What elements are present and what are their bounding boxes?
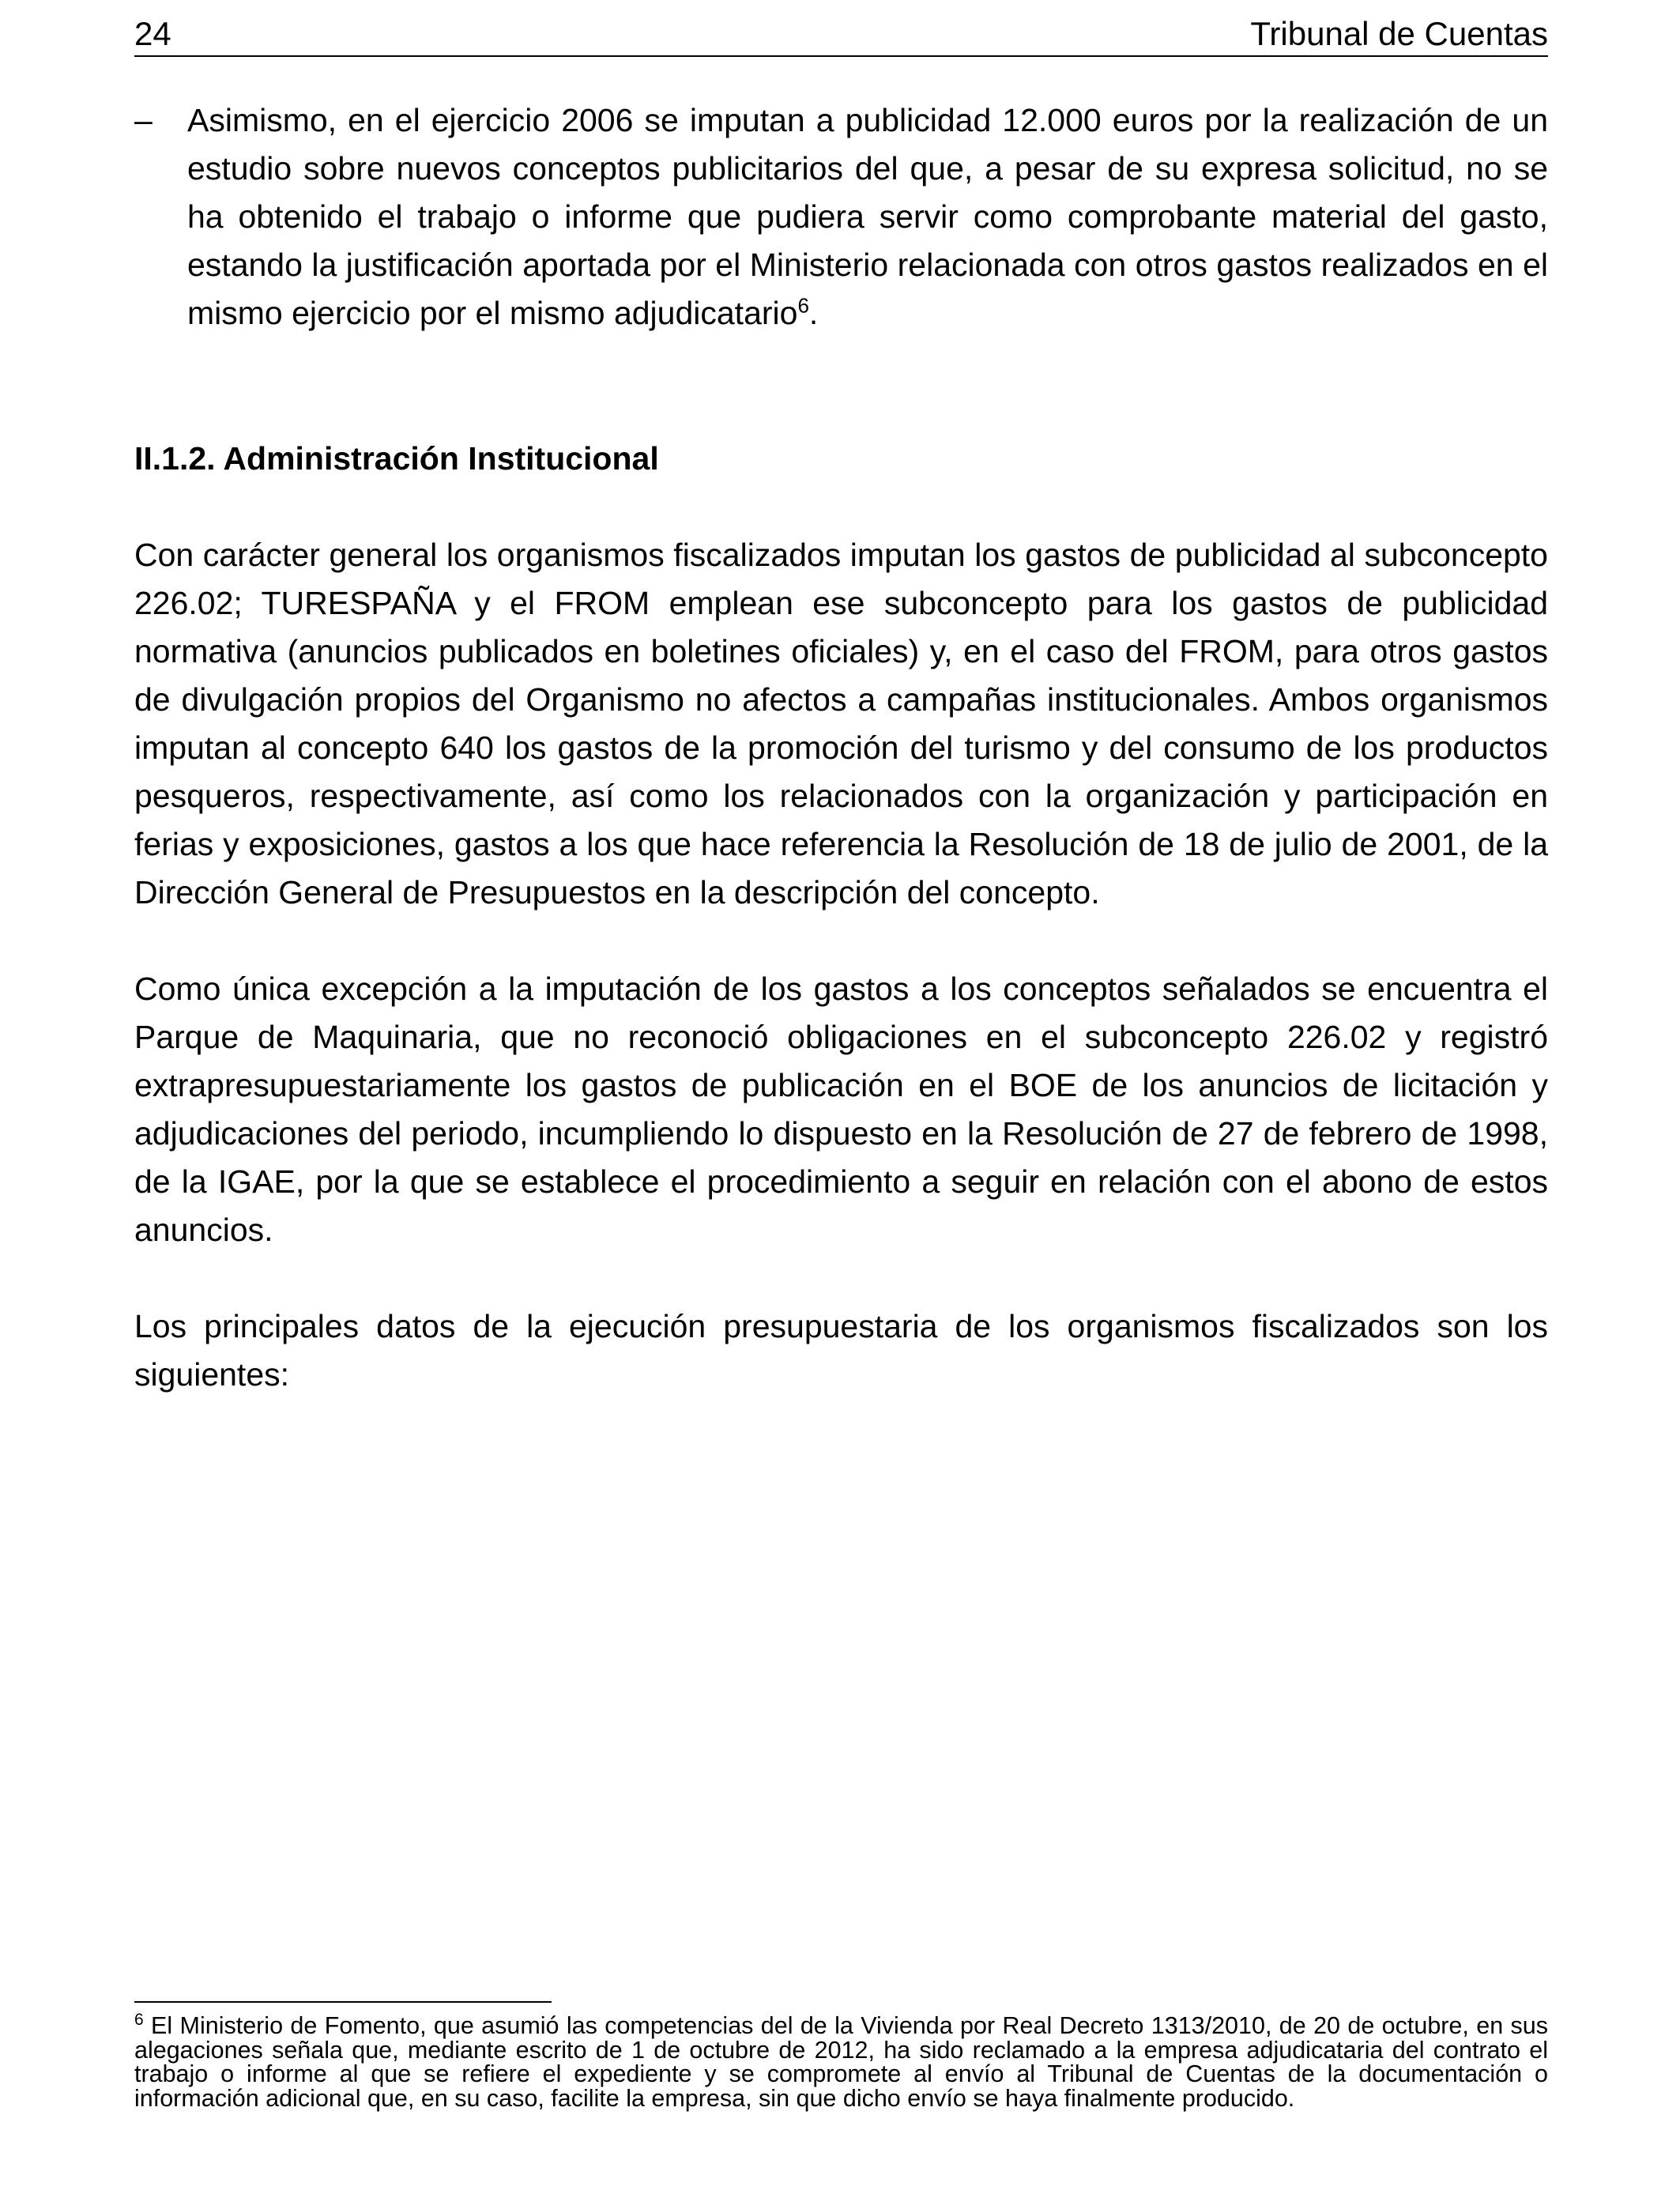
running-title: Tribunal de Cuentas xyxy=(1250,15,1548,52)
bullet-text: Asimismo, en el ejercicio 2006 se imputan a publicidad 12.000 euros por la realización de un estudio sobre nuevos conceptos publicitarios del que, a pesar de su expresa solicitud, no se ha obtenido el trabajo o informe que pudiera servir como comprobante material del gasto, estando la justificación aportada por el Ministerio relacionada con otros gastos realizados en el mismo ejercicio por el mismo adjudicatario xyxy=(187,102,1548,331)
paragraph-general: Con carácter general los organismos fiscalizados imputan los gastos de publicidad al subconcepto 226.02; TURESPAÑA y el FROM emplean ese subconcepto para los gastos de publicidad normativa (anuncios publicados en boletines oficiales) y, en el caso del FROM, para otros gastos de divulgación propios del Organismo no afectos a campañas institucionales. Ambos organismos imputan al concepto 640 los gastos de la promoción del turismo y del consumo de los productos pesqueros, respectivamente, así como los relacionados con la organización y participación en ferias y exposiciones, gastos a los que hace referencia la Resolución de 18 de julio de 2001, de la Dirección General de Presupuestos en la descripción del concepto. xyxy=(134,537,1548,910)
footnote-number: 6 xyxy=(134,2010,144,2029)
dash-bullet-icon: – xyxy=(134,102,153,138)
footnote-divider xyxy=(134,2001,552,2003)
paragraph-intro-data: Los principales datos de la ejecución presupuestaria de los organismos fiscalizados son los siguientes: xyxy=(134,1308,1548,1393)
section-heading: II.1.2. Administración Institucional xyxy=(134,440,659,477)
paragraph-exception: Como única excepción a la imputación de los gastos a los conceptos señalados se encuentra el Parque de Maquinaria, que no reconoció obligaciones en el subconcepto 226.02 y registró extrapresupuestariamente los gastos de publicación en el BOE de los anuncios de licitación y adjudicaciones del periodo, incumpliendo lo dispuesto en la Resolución de 27 de febrero de 1998, de la IGAE, por la que se establece el procedimiento a seguir en relación con el abono de estos anuncios. xyxy=(134,971,1548,1248)
bullet-item xyxy=(134,96,1548,337)
footnote xyxy=(134,2010,1548,2112)
page-body xyxy=(134,96,1548,1399)
page-header xyxy=(134,11,1548,57)
footnote-text: El Ministerio de Fomento, que asumió las competencias del de la Vivienda por Real Decreto 1313/2010, de 20 de octubre, en sus alegaciones señala que, mediante escrito de 1 de octubre de 2012, ha sido reclamado a la empresa adjudicataria del contrato el trabajo o informe al que se refiere el expediente y se compromete al envío al Tribunal de Cuentas de la documentación o información adicional que, en su caso, facilite la empresa, sin que dicho envío se haya finalmente producido. xyxy=(134,2012,1548,2112)
page-number: 24 xyxy=(134,15,171,52)
footnote-reference[interactable]: 6 xyxy=(797,293,809,318)
bullet-trailing: . xyxy=(808,295,819,331)
